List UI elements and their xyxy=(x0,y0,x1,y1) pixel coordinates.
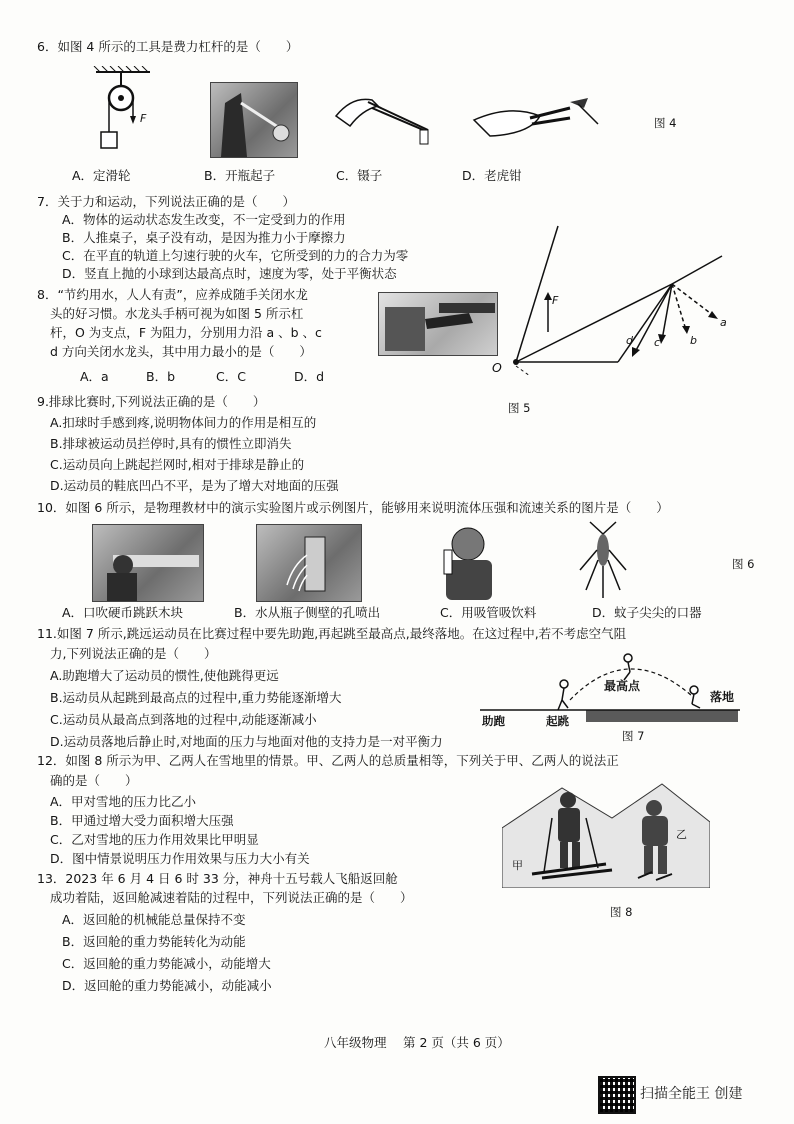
lever-label-a: a xyxy=(720,316,727,329)
q6-stem: 6．如图 4 所示的工具是费力杠杆的是（ ） xyxy=(37,39,299,54)
water-bottle-photo xyxy=(256,524,362,602)
q7-stem: 7．关于力和运动，下列说法正确的是（ ） xyxy=(37,194,295,209)
figure-7-label: 图 7 xyxy=(622,729,645,743)
q7-option-a[interactable]: A．物体的运动状态发生改变，不一定受到力的作用 xyxy=(62,212,346,227)
q13-option-a[interactable]: A．返回舱的机械能总量保持不变 xyxy=(62,912,246,927)
lever-label-o: O xyxy=(492,360,502,375)
q13-line-1: 13．2023 年 6 月 4 日 6 时 33 分，神舟十五号载人飞船返回舱 xyxy=(37,871,398,886)
peak-label: 最高点 xyxy=(604,679,641,693)
tweezers-figure xyxy=(332,86,432,152)
q6-option-d[interactable]: D．老虎钳 xyxy=(462,168,522,183)
takeoff-label: 起跳 xyxy=(546,714,569,728)
q12-option-d[interactable]: D．图中情景说明压力作用效果与压力大小有关 xyxy=(50,851,310,866)
q10-option-d[interactable]: D．蚊子尖尖的口器 xyxy=(592,605,702,620)
q6-option-a[interactable]: A．定滑轮 xyxy=(72,168,131,183)
q9-option-a[interactable]: A.扣球时手感到疼,说明物体间力的作用是相互的 xyxy=(50,415,317,430)
fixed-pulley-figure xyxy=(92,66,156,156)
q11-option-c[interactable]: C.运动员从最高点到落地的过程中,动能逐渐减小 xyxy=(50,712,317,727)
q9-option-c[interactable]: C.运动员向上跳起拦网时,相对于排球是静止的 xyxy=(50,457,305,472)
q6-option-c[interactable]: C．镊子 xyxy=(336,168,383,183)
figure-8-label: 图 8 xyxy=(610,905,633,919)
figure-6-label: 图 6 xyxy=(732,557,755,571)
figure-5-label: 图 5 xyxy=(508,401,531,415)
label-yi: 乙 xyxy=(676,828,687,841)
drinking-straw-figure xyxy=(440,522,496,602)
q12-option-b[interactable]: B．甲通过增大受力面积增大压强 xyxy=(50,813,234,828)
bottle-opener-photo xyxy=(210,82,298,158)
q13-option-d[interactable]: D．返回舱的重力势能减小，动能减小 xyxy=(62,978,272,993)
q8-line-4: d 方向关闭水龙头，其中用力最小的是（ ） xyxy=(50,344,312,359)
figure-4-label: 图 4 xyxy=(654,116,677,130)
faucet-photo xyxy=(378,292,498,356)
q8-option-d[interactable]: D．d xyxy=(294,369,325,384)
q12-option-a[interactable]: A．甲对雪地的压力比乙小 xyxy=(50,794,197,809)
q8-line-3: 杆，O 为支点，F 为阻力，分别用力沿 a 、b 、c xyxy=(50,325,322,340)
page-footer: 八年级物理 第 2 页（共 6 页） xyxy=(324,1035,510,1050)
q11-line-2: 力,下列说法正确的是（ ） xyxy=(50,646,217,661)
q13-line-2: 成功着陆，返回舱减速着陆的过程中，下列说法正确的是（ ） xyxy=(50,890,413,905)
q8-option-a[interactable]: A．a xyxy=(80,369,109,384)
lever-label-f: F xyxy=(552,294,559,307)
q11-line-1: 11.如图 7 所示,跳远运动员在比赛过程中要先助跑,再起跳至最高点,最终落地。在这过程中,若不考虑空气阻 xyxy=(37,626,627,641)
q8-line-1: 8．“节约用水，人人有责”，应养成随手关闭水龙 xyxy=(37,287,308,302)
lever-label-d: d xyxy=(626,334,633,347)
q7-option-d[interactable]: D．竖直上抛的小球到达最高点时，速度为零，处于平衡状态 xyxy=(62,266,397,281)
lever-label-c: c xyxy=(654,336,661,349)
q12-option-c[interactable]: C．乙对雪地的压力作用效果比甲明显 xyxy=(50,832,259,847)
q8-line-2: 头的好习惯。水龙头手柄可视为如图 5 所示杠 xyxy=(50,306,304,321)
q9-stem: 9.排球比赛时,下列说法正确的是（ ） xyxy=(37,394,266,409)
q10-stem: 10．如图 6 所示，是物理教材中的演示实验图片或示例图片，能够用来说明流体压强和流速关系的图片是（ ） xyxy=(37,500,669,515)
q8-option-c[interactable]: C．C xyxy=(216,369,246,384)
pliers-figure xyxy=(470,94,600,152)
qr-code-icon xyxy=(598,1076,636,1114)
q10-option-c[interactable]: C．用吸管吸饮料 xyxy=(440,605,537,620)
q9-option-d[interactable]: D.运动员的鞋底凹凸不平，是为了增大对地面的压强 xyxy=(50,478,339,493)
q10-option-a[interactable]: A．口吹硬币跳跃木块 xyxy=(62,605,184,620)
q13-option-b[interactable]: B．返回舱的重力势能转化为动能 xyxy=(62,934,246,949)
mosquito-figure xyxy=(576,520,630,602)
q8-option-b[interactable]: B．b xyxy=(146,369,176,384)
lever-label-b: b xyxy=(690,334,697,347)
q12-line-1: 12．如图 8 所示为甲、乙两人在雪地里的情景。甲、乙两人的总质量相等，下列关于甲、乙两人的说法正 xyxy=(37,753,619,768)
force-label-f: F xyxy=(140,112,147,125)
q13-option-c[interactable]: C．返回舱的重力势能减小，动能增大 xyxy=(62,956,271,971)
landing-label: 落地 xyxy=(710,690,735,704)
q6-option-b[interactable]: B．开瓶起子 xyxy=(204,168,276,183)
q9-option-b[interactable]: B.排球被运动员拦停时,具有的惯性立即消失 xyxy=(50,436,292,451)
runup-label: 助跑 xyxy=(482,714,505,728)
scanner-watermark: 扫描全能王 创建 xyxy=(640,1086,743,1102)
q7-option-c[interactable]: C．在平直的轨道上匀速行驶的火车，它所受到的力的合力为零 xyxy=(62,248,409,263)
q11-option-b[interactable]: B.运动员从起跳到最高点的过程中,重力势能逐渐增大 xyxy=(50,690,342,705)
lever-diagram xyxy=(496,220,734,380)
q10-option-b[interactable]: B．水从瓶子侧壁的孔喷出 xyxy=(234,605,381,620)
q7-option-b[interactable]: B．人推桌子，桌子没有动，是因为推力小于摩擦力 xyxy=(62,230,346,245)
blow-coin-photo xyxy=(92,524,204,602)
label-jia: 甲 xyxy=(512,859,523,872)
q12-line-2: 确的是（ ） xyxy=(50,773,138,788)
q11-option-d[interactable]: D.运动员落地后静止时,对地面的压力与地面对他的支持力是一对平衡力 xyxy=(50,734,443,749)
q11-option-a[interactable]: A.助跑增大了运动员的惯性,使他跳得更远 xyxy=(50,668,279,683)
